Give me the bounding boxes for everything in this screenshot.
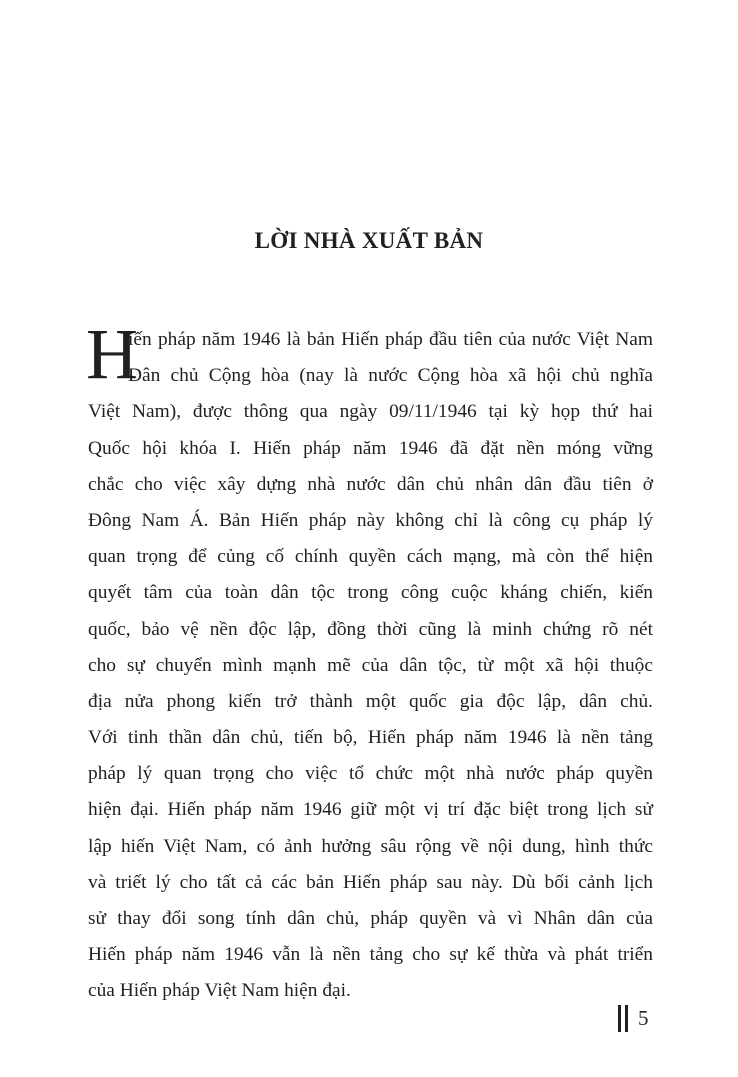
page-number: 5	[638, 1006, 649, 1030]
page-footer	[618, 1004, 649, 1032]
folio-bars-icon	[618, 1005, 628, 1032]
folio-bar	[625, 1005, 628, 1032]
paragraph-line: Quốc hội khóa I. Hiến pháp năm 1946 đã đặt nền móng vững	[88, 437, 653, 459]
paragraph-line: pháp lý quan trọng cho việc tổ chức một nhà nước pháp quyền	[88, 763, 653, 785]
paragraph-line: quốc, bảo vệ nền độc lập, đồng thời cũng là minh chứng rõ nét	[88, 618, 653, 640]
paragraph-line: của Hiến pháp Việt Nam hiện đại.	[88, 980, 351, 1002]
paragraph-line: cho sự chuyển mình mạnh mẽ của dân tộc, từ một xã hội thuộc	[88, 654, 653, 676]
paragraph-line: và triết lý cho tất cả các bản Hiến pháp sau này. Dù bối cảnh lịch	[88, 871, 653, 893]
paragraph-line: sử thay đổi song tính dân chủ, pháp quyền và vì Nhân dân của	[88, 908, 653, 929]
folio-bar	[618, 1005, 621, 1032]
paragraph-line: lập hiến Việt Nam, có ảnh hưởng sâu rộng về nội dung, hình thức	[88, 835, 653, 857]
paragraph-line: Hiến pháp năm 1946 vẫn là nền tảng cho sự kế thừa và phát triển	[88, 944, 653, 966]
paragraph-line: chắc cho việc xây dựng nhà nước dân chủ nhân dân đầu tiên ở	[88, 473, 653, 495]
paragraph-line: quyết tâm của toàn dân tộc trong công cuộc kháng chiến, kiến	[88, 582, 653, 604]
paragraph-line: hiện đại. Hiến pháp năm 1946 giữ một vị trí đặc biệt trong lịch sử	[88, 799, 653, 821]
paragraph-line: Đông Nam Á. Bản Hiến pháp này không chỉ là công cụ pháp lý	[88, 509, 653, 531]
body-paragraph	[88, 322, 653, 1010]
paragraph-line: Với tinh thần dân chủ, tiến bộ, Hiến pháp năm 1946 là nền tảng	[88, 727, 653, 749]
paragraph-line: địa nửa phong kiến trở thành một quốc gia độc lập, dân chủ.	[88, 690, 653, 712]
page-title: LỜI NHÀ XUẤT BẢN	[254, 228, 484, 253]
drop-cap: H	[86, 314, 138, 394]
paragraph-line: iến pháp năm 1946 là bản Hiến pháp đầu tiên của nước Việt Nam	[128, 329, 653, 350]
paragraph-line: quan trọng để củng cố chính quyền cách mạng, mà còn thể hiện	[88, 546, 653, 568]
paragraph-line: Việt Nam), được thông qua ngày 09/11/1946 tại kỳ họp thứ hai	[88, 401, 653, 423]
paragraph-line: Dân chủ Cộng hòa (nay là nước Cộng hòa xã hội chủ nghĩa	[128, 365, 653, 387]
